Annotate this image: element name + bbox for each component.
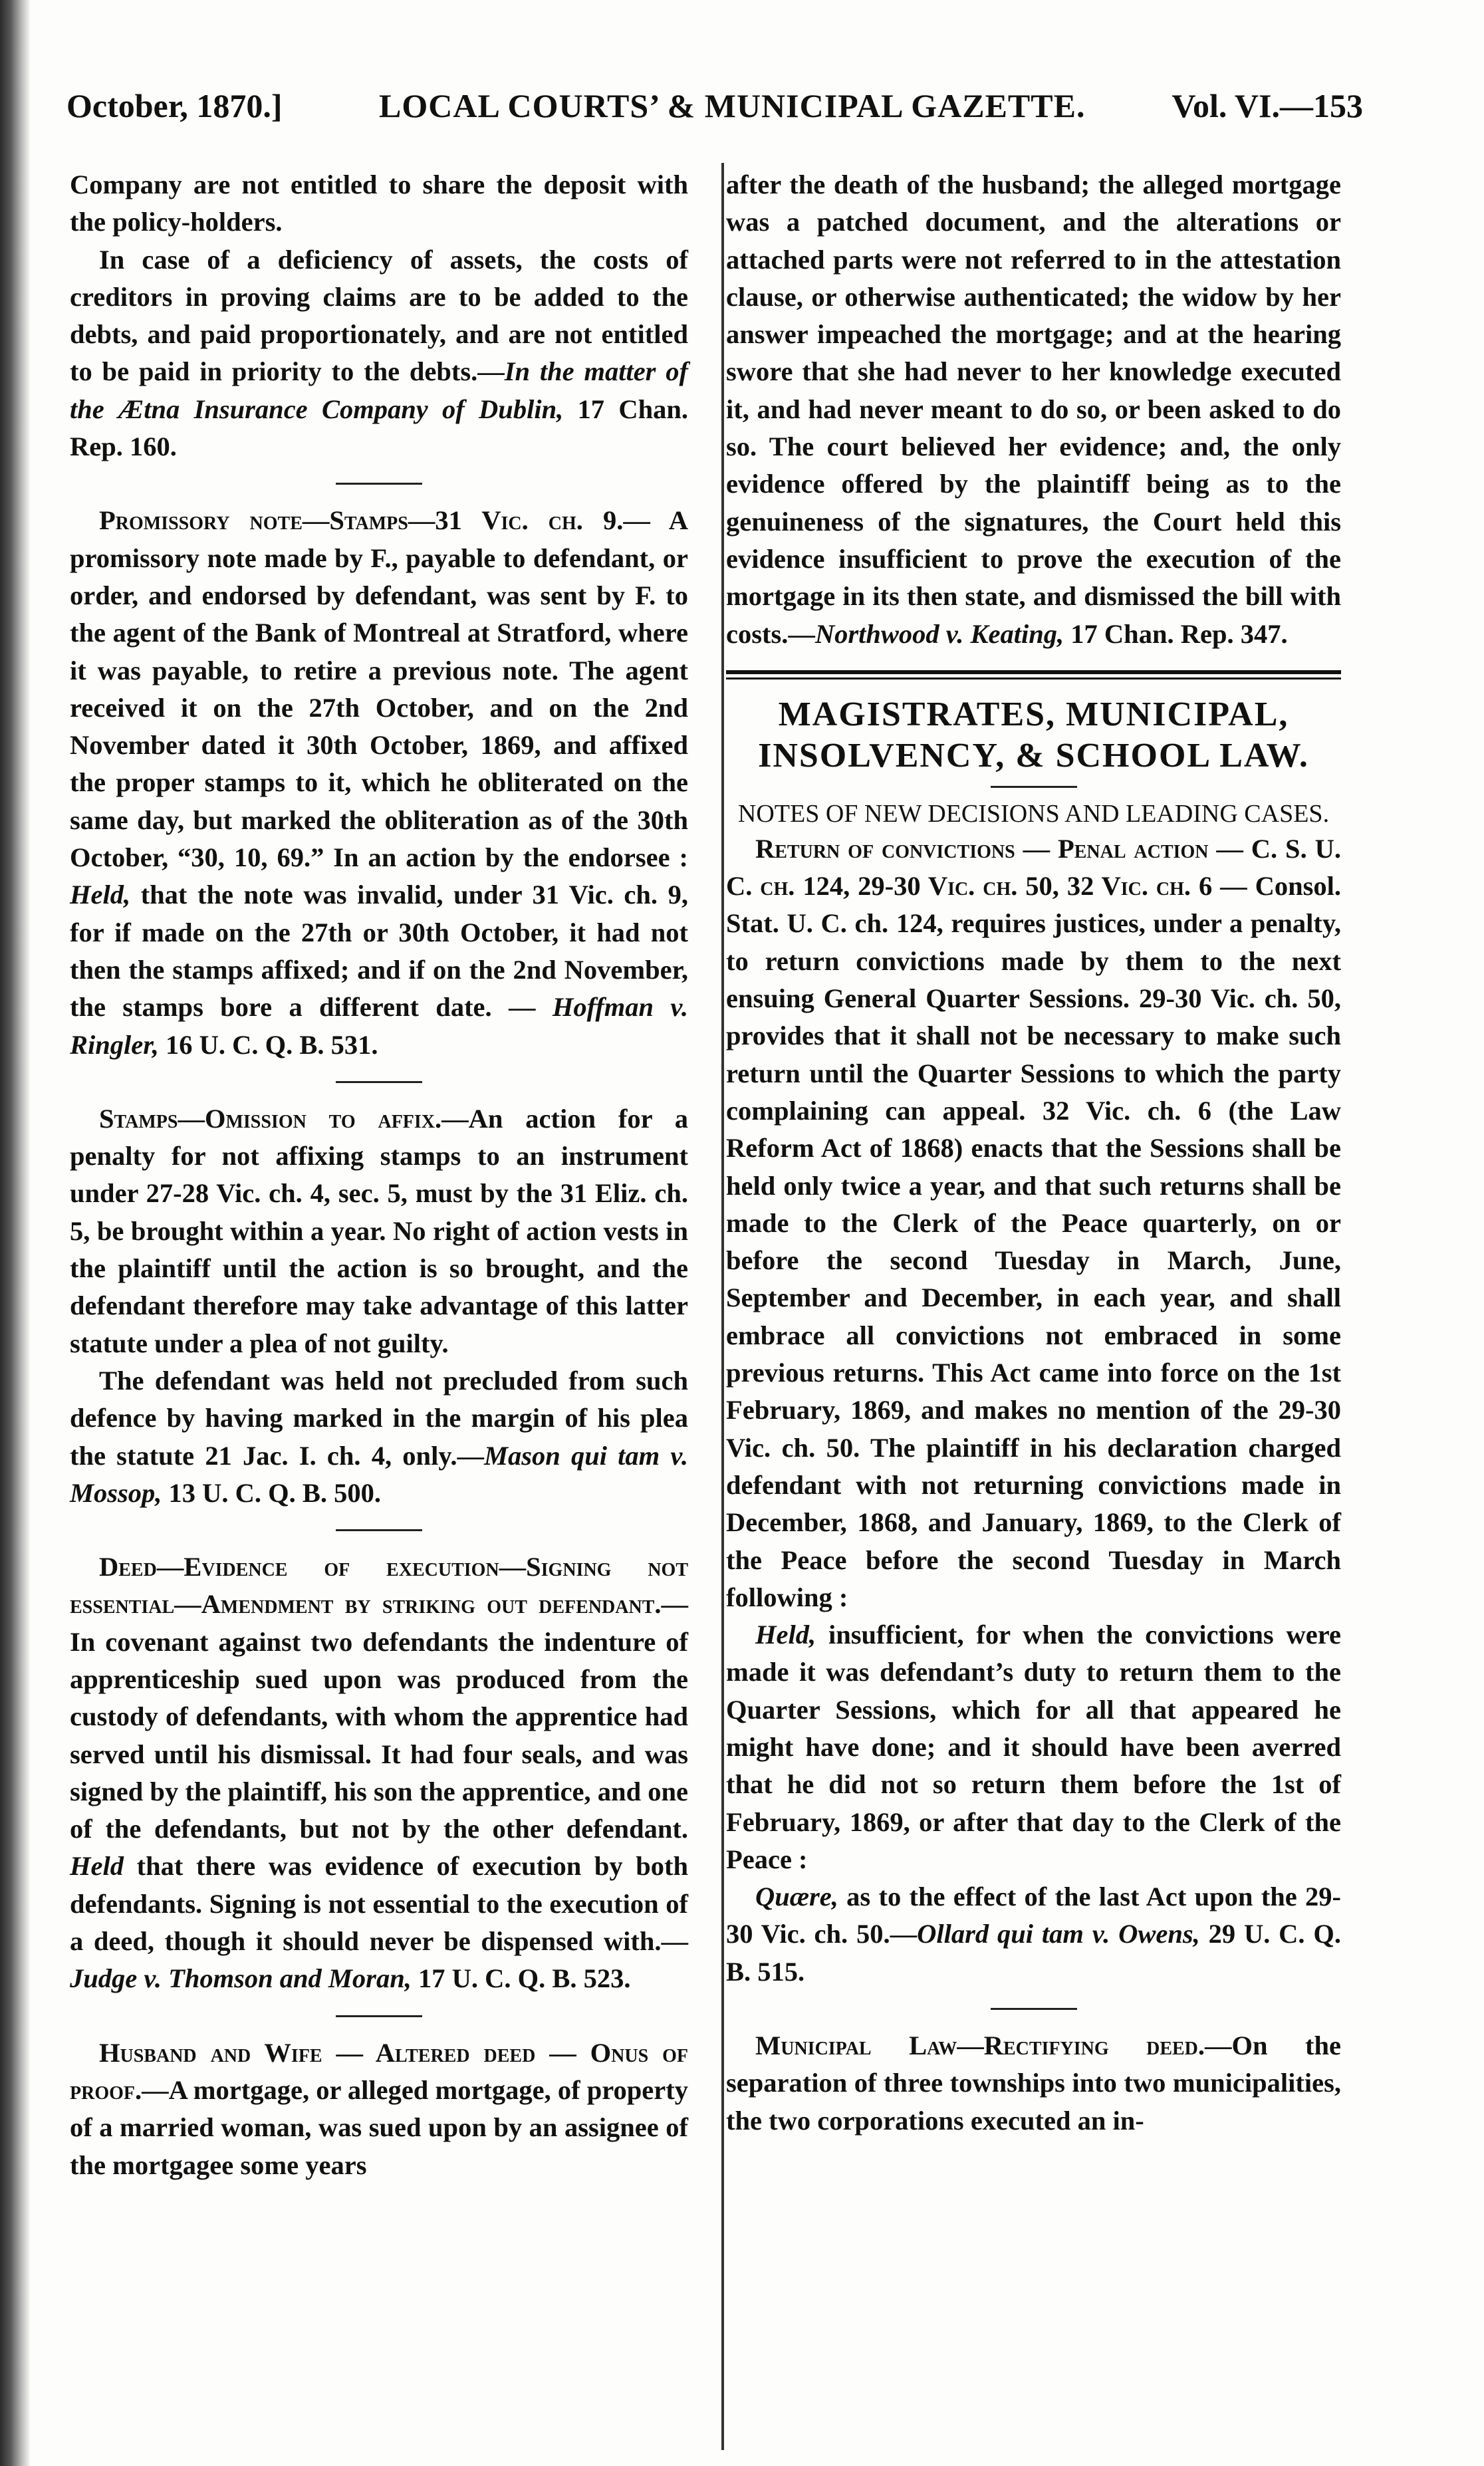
paragraph: Company are not entitled to share the deposit with the policy-holders. xyxy=(70,170,688,237)
publication-title: LOCAL COURTS’ & MUNICIPAL GAZETTE. xyxy=(379,87,1086,124)
case-name: Ollard qui tam v. Owens, xyxy=(917,1919,1200,1949)
case-note-deed: Deed—Evidence of execution—Signing not essential—Amendment by striking out defendant.—In covenant against two defendants the indenture of apprenticeship sued upon was produced from the custody of defendants, with whom the apprentice had served until his dismissal. It had four seals, and was signed by the plaintiff, his son the apprentice, and one of the defendants, but not by the other defendant. Held that there was evidence of execution by both defendants. Signing is not essential to the execution of a deed, though it should never be dispensed with.—Judge v. Thomson and Moran, 17 U. C. Q. B. 523. xyxy=(70,1552,688,1994)
case-headnote: Municipal Law—Rectifying deed.— xyxy=(755,2031,1232,2061)
left-column xyxy=(70,166,688,2184)
section-rule xyxy=(336,483,422,485)
case-headnote: Promissory note—Stamps—31 Vic. ch. 9.— xyxy=(99,505,650,536)
section-rule xyxy=(991,786,1077,788)
issue-date: October, 1870.] xyxy=(66,87,283,124)
section-rule xyxy=(336,2015,422,2017)
case-note-return-convictions: Return of convictions — Penal action — C. S. U. C. ch. 124, 29-30 Vic. ch. 50, 32 Vic. ch. 6 — Consol. Stat. U. C. ch. 124, requires justices, under a penalty, to return convictions made by them to the next ensuing General Quarter Sessions. 29-30 Vic. ch. 50, provides that it shall not be necessary to make such return until the Quarter Sessions to which the party complaining can appeal. 32 Vic. ch. 6 (the Law Reform Act of 1868) enacts that the Sessions shall be held only twice a year, and that such returns shall be made to the Clerk of the Peace quarterly, on or before the second Tuesday in March, June, September and December, in each year, and shall embrace all convictions not embraced in some previous returns. This Act came into force on the 1st February, 1869, and makes no mention of the 29-30 Vic. ch. 50. The plaintiff in his declaration charged defendant with not returning convictions made in December, 1868, and January, 1869, to the Clerk of the Peace before the second Tuesday in March following : xyxy=(726,833,1341,1612)
paragraph: Quære, as to the effect of the last Act upon the 29-30 Vic. ch. 50.—Ollard qui tam v. Owens, 29 U. C. Q. B. 515. xyxy=(726,1882,1342,1987)
double-rule xyxy=(726,670,1341,674)
paragraph: after the death of the husband; the alleged mortgage was a patched document, and the alterations or attached parts were not referred to in the attestation clause, or otherwise authenticated; the widow by her answer impeached the mortgage; and at the hearing swore that she had never to her knowledge executed it, and had never meant to do so, or been asked to do so. The court believed her evidence; and, the only evidence offered by the plaintiff being as to the genuineness of the signatures, the Court held this evidence insufficient to prove the execution of the mortgage in its then state, and dismissed the bill with costs.—Northwood v. Keating, 17 Chan. Rep. 347. xyxy=(726,170,1341,649)
section-title: MAGISTRATES, MUNICIPAL, INSOLVENCY, & SCHOOL LAW. xyxy=(758,695,1309,775)
right-column xyxy=(726,166,1341,2140)
section-rule xyxy=(336,1081,422,1083)
double-rule-thin xyxy=(726,678,1341,679)
case-name: Mason qui tam v. Mossop, xyxy=(70,1440,688,1508)
notes-heading: NOTES OF NEW DECISIONS AND LEADING CASES. xyxy=(737,799,1330,828)
case-headnote: Deed—Evidence of execution—Signing not essential—Amendment by striking out defendant.— xyxy=(70,1552,688,1620)
paragraph: The defendant was held not precluded from such defence by having marked in the margin of his plea the statute 21 Jac. I. ch. 4, only.—Mason qui tam v. Mossop, 13 U. C. Q. B. 500. xyxy=(70,1365,688,1508)
section-rule xyxy=(336,1529,422,1531)
case-headnote: Return of convictions — Penal action — C. S. U. C. ch. 124, 29-30 Vic. ch. 50, 32 Vic. ch. 6 xyxy=(726,833,1341,902)
column-divider xyxy=(721,163,724,2450)
case-note-promissory: Promissory note—Stamps—31 Vic. ch. 9.— A promissory note made by F., payable to defendant, or order, and endorsed by defendant, was sent by F. to the agent of the Bank of Montreal at Stratford, where it was payable, to retire a previous note. The agent received it on the 27th October, and on the 2nd November dated it 30th October, 1869, and affixed the proper stamps to it, which he obliterated on the same day, but marked the obliteration as of the 30th October, “30, 10, 69.” In an action by the endorsee : Held, that the note was invalid, under 31 Vic. ch. 9, for if made on the 27th or 30th October, it had not then the stamps affixed; and if on the 2nd November, the stamps bore a different date. — Hoffman v. Ringler, 16 U. C. Q. B. 531. xyxy=(70,505,689,1060)
volume-page-number: Vol. VI.—153 xyxy=(1172,87,1363,124)
case-note-stamps: Stamps—Omission to affix.—An action for a penalty for not affixing stamps to an instrument under 27-28 Vic. ch. 4, sec. 5, must by the 31 Eliz. ch. 5, be brought within a year. No right of action vests in the plaintiff until the action is so brought, and the defendant therefore may take advantage of this latter statute under a plea of not guilty. xyxy=(70,1103,689,1358)
case-name: Northwood v. Keating, xyxy=(814,618,1064,649)
page-header xyxy=(66,86,1363,133)
case-note-municipal: Municipal Law—Rectifying deed.—On the separation of three townships into two municipalities, the two corporations executed an in- xyxy=(726,2031,1341,2136)
paragraph: Held, insufficient, for when the convictions were made it was defendant’s duty to return them to the Quarter Sessions, which for all that appeared he might have done; and it should have been averred that he did not so return them before the 1st of February, 1869, or after that day to the Clerk of the Peace : xyxy=(726,1620,1341,1874)
case-note-husband-wife: Husband and Wife — Altered deed — Onus of proof.—A mortgage, or alleged mortgage, of property of a married woman, was sued upon by an assignee of the mortgagee some years xyxy=(70,2037,688,2180)
case-name: Judge v. Thomson and Moran, xyxy=(70,1963,412,1994)
case-headnote: Stamps—Omission to affix.— xyxy=(99,1103,469,1134)
section-rule xyxy=(991,2008,1077,2010)
paragraph: In case of a deficiency of assets, the costs of creditors in proving claims are to be added to the debts, and paid proportionately, and are not entitled to be paid in priority to the debts.—In the matter of the Ætna Insurance Company of Dublin, 17 Chan. Rep. 160. xyxy=(70,244,688,462)
case-name: In the matter of the Ætna Insurance Company of Dublin, xyxy=(70,356,688,424)
scanned-page-edge xyxy=(0,0,31,2466)
case-headnote: Husband and Wife — Altered deed — Onus of proof.— xyxy=(70,2037,688,2105)
case-name: Hoffman v. Ringler, xyxy=(70,992,688,1060)
